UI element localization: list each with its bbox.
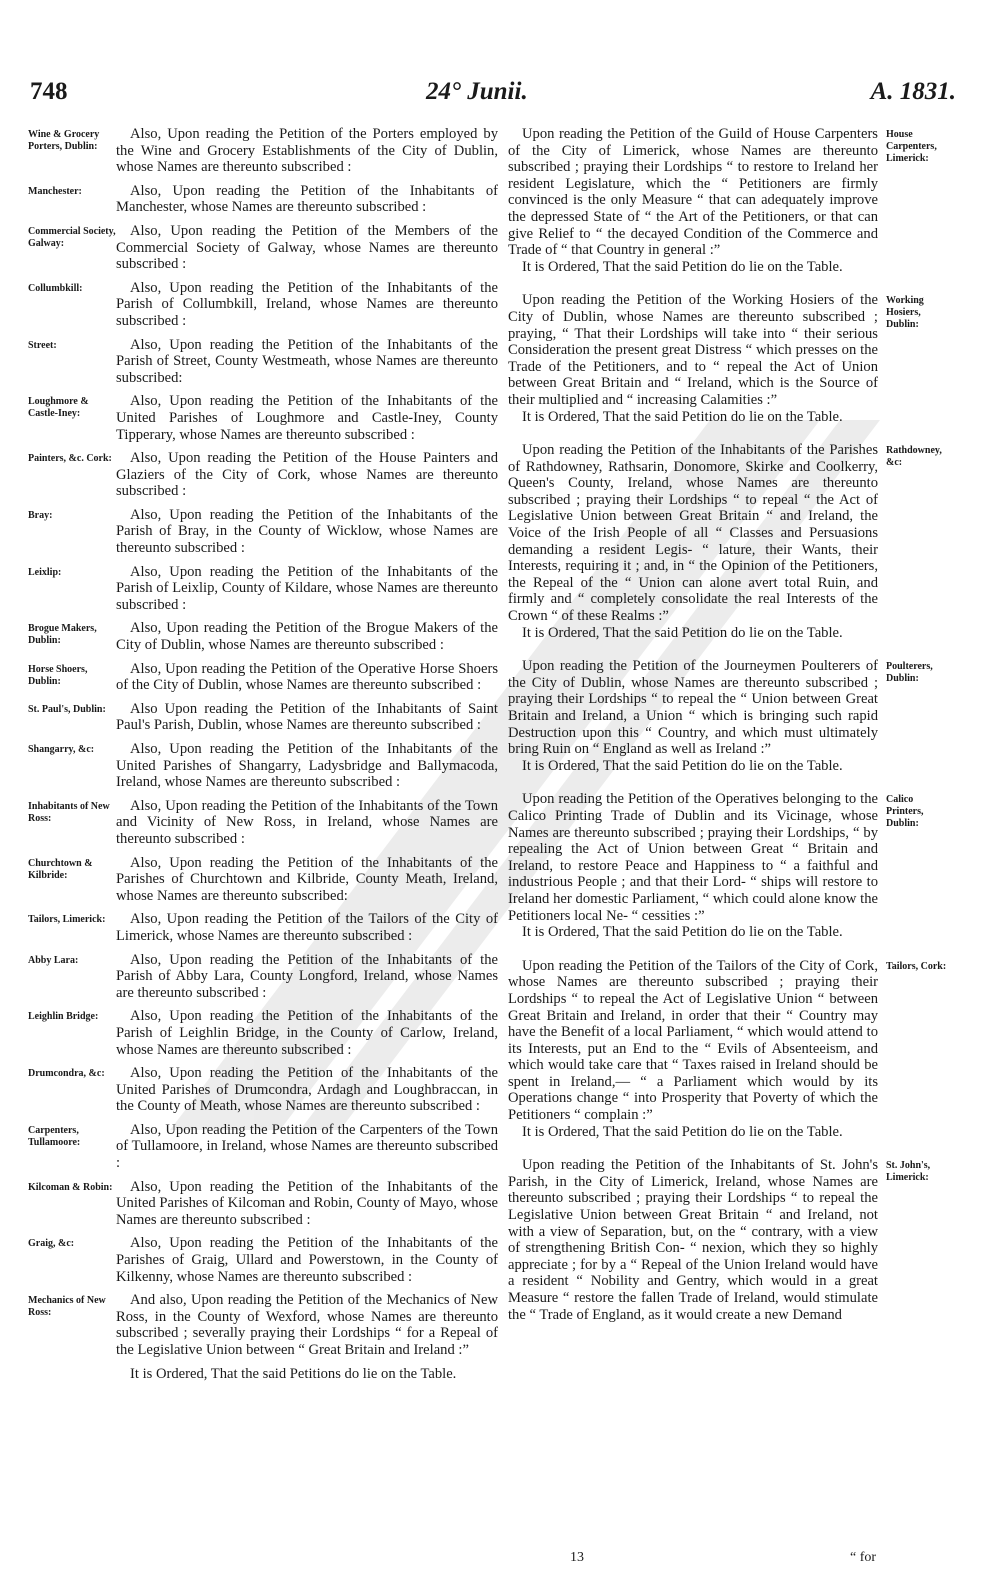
margin-note: Rathdowney, &c: — [886, 445, 942, 469]
petition-text: Also, Upon reading the Petition of the Porters employed by the Wine and Grocery Establishments of the City of Dublin, whose Names are thereunto subscribed : — [116, 126, 498, 176]
petition-entry — [28, 741, 498, 791]
petition-text: Upon reading the Petition of the Guild of House Carpenters of the City of Limerick, whose Names are thereunto subscribed ; praying their Lordships “ to restore to Ireland her resident Legislature, which the “ Petitioners are firmly convinced is the only Measure “ that can adequately improve the depressed State of “ the Art of the Petitioners, or that can give Relief to “ the decayed Condition of the Commerce and Trade of “ that Country in general :” — [508, 126, 878, 259]
petition-text: Also, Upon reading the Petition of the Inhabitants of the United Parishes of Kilcoman and Robin, County of Mayo, whose Names are thereunto subscribed : — [116, 1178, 498, 1228]
margin-note: St. John's, Limerick: — [886, 1160, 931, 1184]
margin-note: Commercial Society, Galway: — [28, 225, 116, 249]
petition-text: Also, Upon reading the Petition of the Inhabitants of the Parish of Leixlip, County of Kildare, whose Names are thereunto subscribed : — [116, 563, 498, 613]
petition-text: Also, Upon reading the Petition of the Inhabitants of the United Parishes of Drumcondra, Ardagh and Loughbraccan, in the County of Meath, whose Names are thereunto subscribed : — [116, 1065, 498, 1115]
petition-text: Upon reading the Petition of the Inhabitants of the Parishes of Rathdowney, Rathsarin, Donomore, Skirke and Coolkerry, Queen's County, Ireland, whose Names are thereunto subscribed ; praying their Lordships “ to repeal “ the Act of Legislative Union between Great Britain “ and Ireland, the Voice of the Irish People of all “ Classes and Persuasions demanding a resident Legis- “ lature, their Wants, their Interests, requiring it ; and, in “ the Opinion of the Petitioners, the Repeal of the “ Union can alone avert total Ruin, and firmly and “ completely consolidate the real Interests of the Crown “ of these Realms :” — [508, 442, 878, 625]
petition-text: Also, Upon reading the Petition of the Inhabitants of the Parish of Bray, in the County of Wicklow, whose Names are thereunto subscribed : — [116, 506, 498, 557]
petition-text: Upon reading the Petition of the Inhabitants of St. John's Parish, in the City of Limerick, Ireland, whose Names are thereunto subscribed ; praying their Lordships “ to repeal the Legislative Union between Great Britain “ and Ireland, not with a view of Separation, but, on the “ contrary, with a view of strengthening British Con- “ nexion, which they so highly appreciate ; for by a “ Repeal of the Union Ireland would have a resident “ Nobility and Gentry, which would in a great Measure “ restore the fallen Trade of Ireland, would stimulate the “ Trade of England, as it would create a new Demand — [508, 1157, 878, 1323]
petition-text: Also, Upon reading the Petition of the Carpenters of the Town of Tullamoore, in Ireland, whose Names are thereunto subscribed : — [116, 1121, 498, 1172]
petition-text: Also, Upon reading the Petition of the Inhabitants of the Parish of Abby Lara, County Longford, Ireland, whose Names are thereunto subscribed : — [116, 951, 498, 1001]
page-number: 748 — [30, 78, 68, 105]
margin-note: Poulterers, Dublin: — [886, 661, 933, 685]
right-column — [508, 126, 968, 1323]
ordered-statement: It is Ordered, That the said Petition do lie on the Table. — [522, 258, 843, 275]
petition-entry — [28, 620, 498, 653]
margin-note: Street: — [28, 339, 57, 351]
petition-entry — [28, 911, 498, 944]
petition-entry — [28, 337, 498, 387]
margin-note: Wine & Grocery Porters, Dublin: — [28, 129, 100, 152]
petition-entry — [28, 1235, 498, 1285]
petition-entry — [28, 1122, 498, 1172]
petition-entry — [508, 1157, 968, 1323]
petition-entry — [28, 1179, 498, 1229]
page-date: 24° Junii. — [426, 78, 528, 105]
margin-note: Drumcondra, &c: — [28, 1068, 105, 1080]
margin-note: Carpenters, Tullamoore: — [28, 1124, 81, 1148]
margin-note: Mechanics of New Ross: — [28, 1295, 106, 1319]
petition-entry — [28, 280, 498, 330]
petition-entry — [28, 952, 498, 1002]
left-column — [28, 126, 498, 1399]
ordered-statement: It is Ordered, That the said Petitions do lie on the Table. — [130, 1365, 457, 1382]
margin-note: Manchester: — [28, 185, 82, 197]
petition-text: Also, Upon reading the Petition of the Inhabitants of the Parishes of Graig, Ullard and Powerstown, in the County of Kilkenny, whose Names are thereunto subscribed : — [116, 1235, 498, 1285]
petition-text: Also, Upon reading the Petition of the Inhabitants of the United Parishes of Loughmore and Castle-Iney, County Tipperary, whose Names are thereunto subscribed : — [116, 393, 498, 443]
petition-text: Also, Upon reading the Petition of the Inhabitants of the United Parishes of Shangarry, Ladysbridge and Ballymacoda, Ireland, whose Names are thereunto subscribed : — [116, 741, 498, 791]
page-header — [0, 78, 992, 114]
margin-note: Painters, &c. Cork: — [28, 453, 112, 465]
petition-entry — [28, 450, 498, 500]
petition-entry — [28, 223, 498, 273]
margin-note: Leixlip: — [28, 566, 62, 578]
ordered-statement: It is Ordered, That the said Petition do lie on the Table. — [522, 408, 843, 425]
margin-note: Horse Shoers, Dublin: — [28, 663, 88, 687]
margin-note: Leighlin Bridge: — [28, 1011, 99, 1023]
margin-note: Kilcoman & Robin: — [28, 1181, 113, 1193]
margin-note: Inhabitants of New Ross: — [28, 800, 110, 824]
petition-text: Also, Upon reading the Petition of the Members of the Commercial Society of Galway, whose Names are thereunto subscribed : — [116, 222, 498, 273]
petition-text: Upon reading the Petition of the Journeymen Poulterers of the City of Dublin, whose Names are thereunto subscribed ; praying their Lordships “ to repeal the “ Union between Great Britain and Ireland, a Union “ which is bringing such rapid Destruction upon this “ Country, and which must ultimately bring Ruin on “ England as well as Ireland :” — [508, 658, 878, 758]
margin-note: Brogue Makers, Dublin: — [28, 623, 97, 647]
petition-text: Also, Upon reading the Petition of the Inhabitants of the Parish of Collumbkill, Ireland, whose Names are thereunto subscribed : — [116, 279, 498, 329]
margin-note: Collumbkill: — [28, 282, 83, 294]
petition-text: Also, Upon reading the Petition of the Inhabitants of the Town and Vicinity of New Ross, in Ireland, whose Names are thereunto subscribed : — [116, 797, 498, 847]
petition-entry — [508, 442, 968, 625]
petition-text: Upon reading the Petition of the Working Hosiers of the City of Dublin, whose Names are thereunto subscribed ; praying, “ That their Lordships will take into “ their serious Consideration the present great Distress “ which presses on the Trade of the Petitioners, and to “ repeal the Act of Union between Great Britain and “ Ireland, which is the Source of their multiplied and “ increasing Calamities :” — [508, 292, 878, 408]
signature-mark: 13 — [570, 1550, 584, 1565]
petition-entry — [28, 798, 498, 848]
margin-note: Tailors, Cork: — [886, 960, 947, 972]
margin-note: Bray: — [28, 509, 53, 521]
ordered-statement: It is Ordered, That the said Petition do lie on the Table. — [522, 624, 843, 641]
petition-entry — [28, 507, 498, 557]
ordered-statement: It is Ordered, That the said Petition do lie on the Table. — [522, 757, 843, 774]
page-year: A. 1831. — [870, 78, 956, 105]
petition-text: Also, Upon reading the Petition of the House Painters and Glaziers of the City of Cork, whose Names are thereunto subscribed : — [116, 450, 498, 500]
margin-note: Graig, &c: — [28, 1238, 75, 1250]
petition-entry — [508, 126, 968, 259]
catchword: “ for — [850, 1550, 877, 1565]
margin-note: Loughmore & Castle-Iney: — [28, 396, 89, 420]
petition-text: Also, Upon reading the Petition of the Operative Horse Shoers of the City of Dublin, whose Names are thereunto subscribed : — [116, 660, 498, 694]
petition-text: Also Upon reading the Petition of the Inhabitants of Saint Paul's Parish, Dublin, whose Names are thereunto subscribed : — [116, 700, 498, 734]
petition-entry — [28, 1292, 498, 1358]
ordered-statement: It is Ordered, That the said Petition do lie on the Table. — [522, 1123, 843, 1140]
petition-entry — [28, 701, 498, 734]
petition-entry — [508, 292, 968, 408]
margin-note: Abby Lara: — [28, 954, 79, 966]
petition-text: Also, Upon reading the Petition of the Tailors of the City of Limerick, whose Names are thereunto subscribed : — [116, 911, 498, 944]
margin-note: St. Paul's, Dublin: — [28, 703, 106, 715]
petition-entry — [28, 564, 498, 614]
petition-entry — [28, 393, 498, 443]
petition-entry — [28, 1065, 498, 1115]
petition-entry — [28, 183, 498, 216]
petition-entry — [508, 658, 968, 758]
margin-note: Churchtown & Kilbride: — [28, 857, 93, 881]
petition-text: Also, Upon reading the Petition of the Inhabitants of Manchester, whose Names are thereunto subscribed : — [116, 182, 498, 216]
margin-note: Shangarry, &c: — [28, 744, 95, 755]
petition-entry — [28, 126, 498, 176]
petition-text: And also, Upon reading the Petition of the Mechanics of New Ross, in the County of Wexford, whose Names are thereunto subscribed ; severally praying their Lordships “ for a Repeal of the Legislative Union between “ Great Britain and Ireland :” — [116, 1292, 498, 1358]
margin-note: House Carpenters, Limerick: — [886, 129, 937, 164]
petition-text: Also, Upon reading the Petition of the Inhabitants of the Parishes of Churchtown and Kilbride, County Meath, Ireland, whose Names are thereunto subscribed: — [116, 854, 498, 904]
margin-note: Tailors, Limerick: — [28, 914, 106, 926]
margin-note: Calico Printers, Dublin: — [886, 794, 924, 830]
petition-text: Also, Upon reading the Petition of the Inhabitants of the Parish of Street, County Westmeath, whose Names are thereunto subscribed: — [116, 336, 498, 386]
petition-entry — [28, 661, 498, 694]
ordered-statement: It is Ordered, That the said Petition do lie on the Table. — [522, 924, 843, 941]
petition-text: Upon reading the Petition of the Operatives belonging to the Calico Printing Trade of Dublin and its Vicinage, whose Names are thereunto subscribed ; praying their Lordships, “ by repealing the Act of Union between Great “ Britain and Ireland, to restore Peace and Happiness to “ a faithful and industrious People ; and that their Lord- “ ships will restore to Ireland her domestic Parliament, “ which could alone know the Petitioners local Ne- “ cessities :” — [508, 791, 878, 924]
petition-text: Also, Upon reading the Petition of the Brogue Makers of the City of Dublin, whose Names are thereunto subscribed : — [116, 620, 498, 654]
petition-entry — [508, 958, 968, 1124]
petition-text: Also, Upon reading the Petition of the Inhabitants of the Parish of Leighlin Bridge, in the County of Carlow, Ireland, whose Names are thereunto subscribed : — [116, 1008, 498, 1058]
petition-text: Upon reading the Petition of the Tailors of the City of Cork, whose Names are thereunto subscribed ; praying their Lordships “ to repeal the Act of Legislative Union “ between Great Britain and Ireland, in order that their “ Country may have the Benefit of a local Parliament, “ which would attend to its Interests, put an End to the “ Evils of Absenteeism, and which would take care that “ Taxes raised in Ireland should be spent in Ireland,— “ a Parliament which would by its Operations change “ into Prosperity that Poverty of which the Petitioners “ complain :” — [508, 957, 878, 1124]
petition-entry — [28, 855, 498, 905]
margin-note: Working Hosiers, Dublin: — [886, 295, 924, 331]
petition-entry — [28, 1008, 498, 1058]
petition-entry — [508, 791, 968, 924]
